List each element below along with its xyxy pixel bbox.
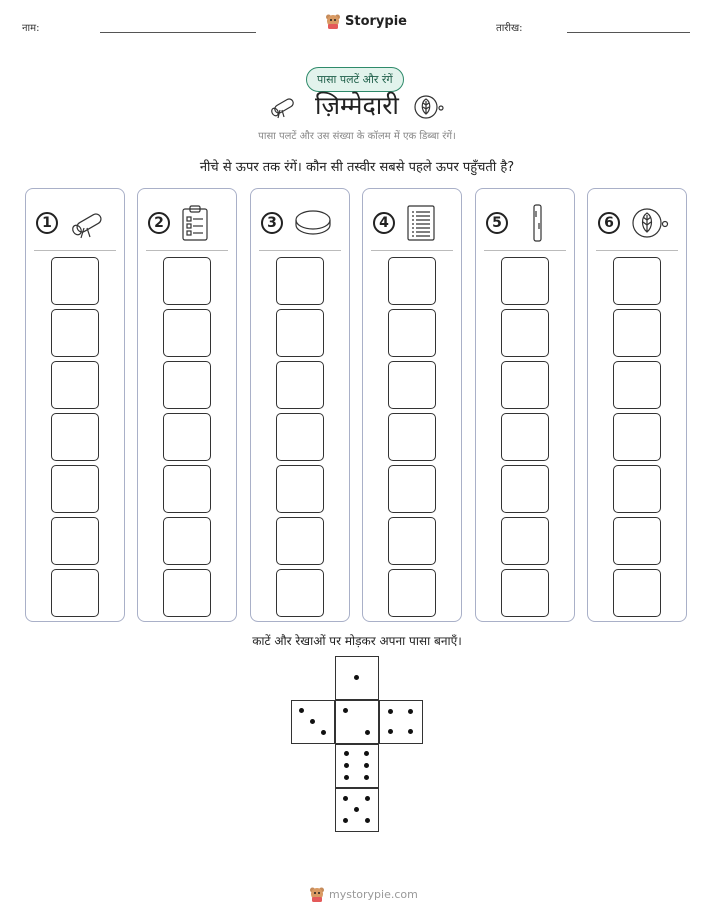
name-line[interactable] [100, 32, 256, 33]
list-icon [405, 204, 437, 242]
color-box[interactable] [388, 361, 436, 409]
column-6 [587, 188, 687, 622]
color-box[interactable] [51, 361, 99, 409]
scroll-icon [68, 206, 108, 240]
bear-icon [309, 886, 325, 903]
color-box[interactable] [613, 465, 661, 513]
brand-logo [325, 13, 407, 30]
color-box[interactable] [388, 569, 436, 617]
color-box[interactable] [163, 257, 211, 305]
color-box[interactable] [501, 361, 549, 409]
color-box[interactable] [51, 517, 99, 565]
instructions: नीचे से ऊपर तक रंगें। कौन सी तस्वीर सबसे पहले ऊपर पहुँचती है? [199, 160, 515, 175]
color-box[interactable] [388, 309, 436, 357]
dice-face-6 [335, 744, 379, 788]
color-box[interactable] [276, 569, 324, 617]
color-box[interactable] [51, 465, 99, 513]
color-box[interactable] [613, 257, 661, 305]
column-4 [362, 188, 462, 622]
color-box[interactable] [163, 465, 211, 513]
coin-icon [293, 208, 333, 238]
color-box[interactable] [276, 257, 324, 305]
stick-icon [518, 203, 558, 243]
column-5 [475, 188, 575, 622]
date-label: तारीख: [496, 23, 523, 34]
color-box[interactable] [613, 517, 661, 565]
color-box[interactable] [51, 309, 99, 357]
column-2 [137, 188, 237, 622]
color-box[interactable] [501, 517, 549, 565]
color-box[interactable] [613, 569, 661, 617]
dice-face-1 [335, 656, 379, 700]
color-box[interactable] [276, 361, 324, 409]
color-box[interactable] [501, 309, 549, 357]
color-box[interactable] [388, 465, 436, 513]
name-label: नाम: [22, 23, 40, 34]
color-box[interactable] [388, 257, 436, 305]
clipboard-icon [180, 204, 210, 242]
color-box[interactable] [276, 309, 324, 357]
leaf-coin-icon [413, 93, 445, 121]
leaf-coin-icon [630, 205, 670, 241]
color-box[interactable] [276, 465, 324, 513]
color-box[interactable] [163, 517, 211, 565]
column-number: 2 [148, 212, 170, 234]
color-box[interactable] [163, 309, 211, 357]
color-box[interactable] [501, 569, 549, 617]
color-box[interactable] [163, 569, 211, 617]
column-number: 4 [373, 212, 395, 234]
color-box[interactable] [501, 413, 549, 461]
color-box[interactable] [276, 413, 324, 461]
column-number: 5 [486, 212, 508, 234]
page-subtitle: पासा पलटें और उस संख्या के कॉलम में एक डिब्बा रंगें। [258, 131, 456, 142]
column-number: 6 [598, 212, 620, 234]
bear-icon [325, 13, 341, 30]
scroll-icon [268, 94, 300, 120]
color-box[interactable] [388, 517, 436, 565]
dice-face-5 [335, 788, 379, 832]
color-box[interactable] [613, 413, 661, 461]
color-box[interactable] [163, 413, 211, 461]
activity-badge: पासा पलटें और रंगें [306, 67, 404, 92]
color-box[interactable] [51, 569, 99, 617]
column-1 [25, 188, 125, 622]
footer [309, 886, 418, 903]
footer-link[interactable]: mystorypie.com [329, 888, 418, 901]
dice-face-4 [379, 700, 423, 744]
color-box[interactable] [276, 517, 324, 565]
brand-name: Storypie [345, 14, 407, 29]
dice-instruction: काटें और रेखाओं पर मोड़कर अपना पासा बनाएँ। [252, 634, 462, 648]
date-line[interactable] [567, 32, 690, 33]
color-box[interactable] [163, 361, 211, 409]
column-3 [250, 188, 350, 622]
color-box[interactable] [613, 361, 661, 409]
color-box[interactable] [501, 465, 549, 513]
dice-face-3 [291, 700, 335, 744]
color-box[interactable] [388, 413, 436, 461]
column-number: 1 [36, 212, 58, 234]
color-box[interactable] [501, 257, 549, 305]
color-box[interactable] [51, 257, 99, 305]
page-title: ज़िम्मेदारी [315, 91, 399, 120]
color-box[interactable] [613, 309, 661, 357]
dice-face-2 [335, 700, 379, 744]
column-number: 3 [261, 212, 283, 234]
color-box[interactable] [51, 413, 99, 461]
